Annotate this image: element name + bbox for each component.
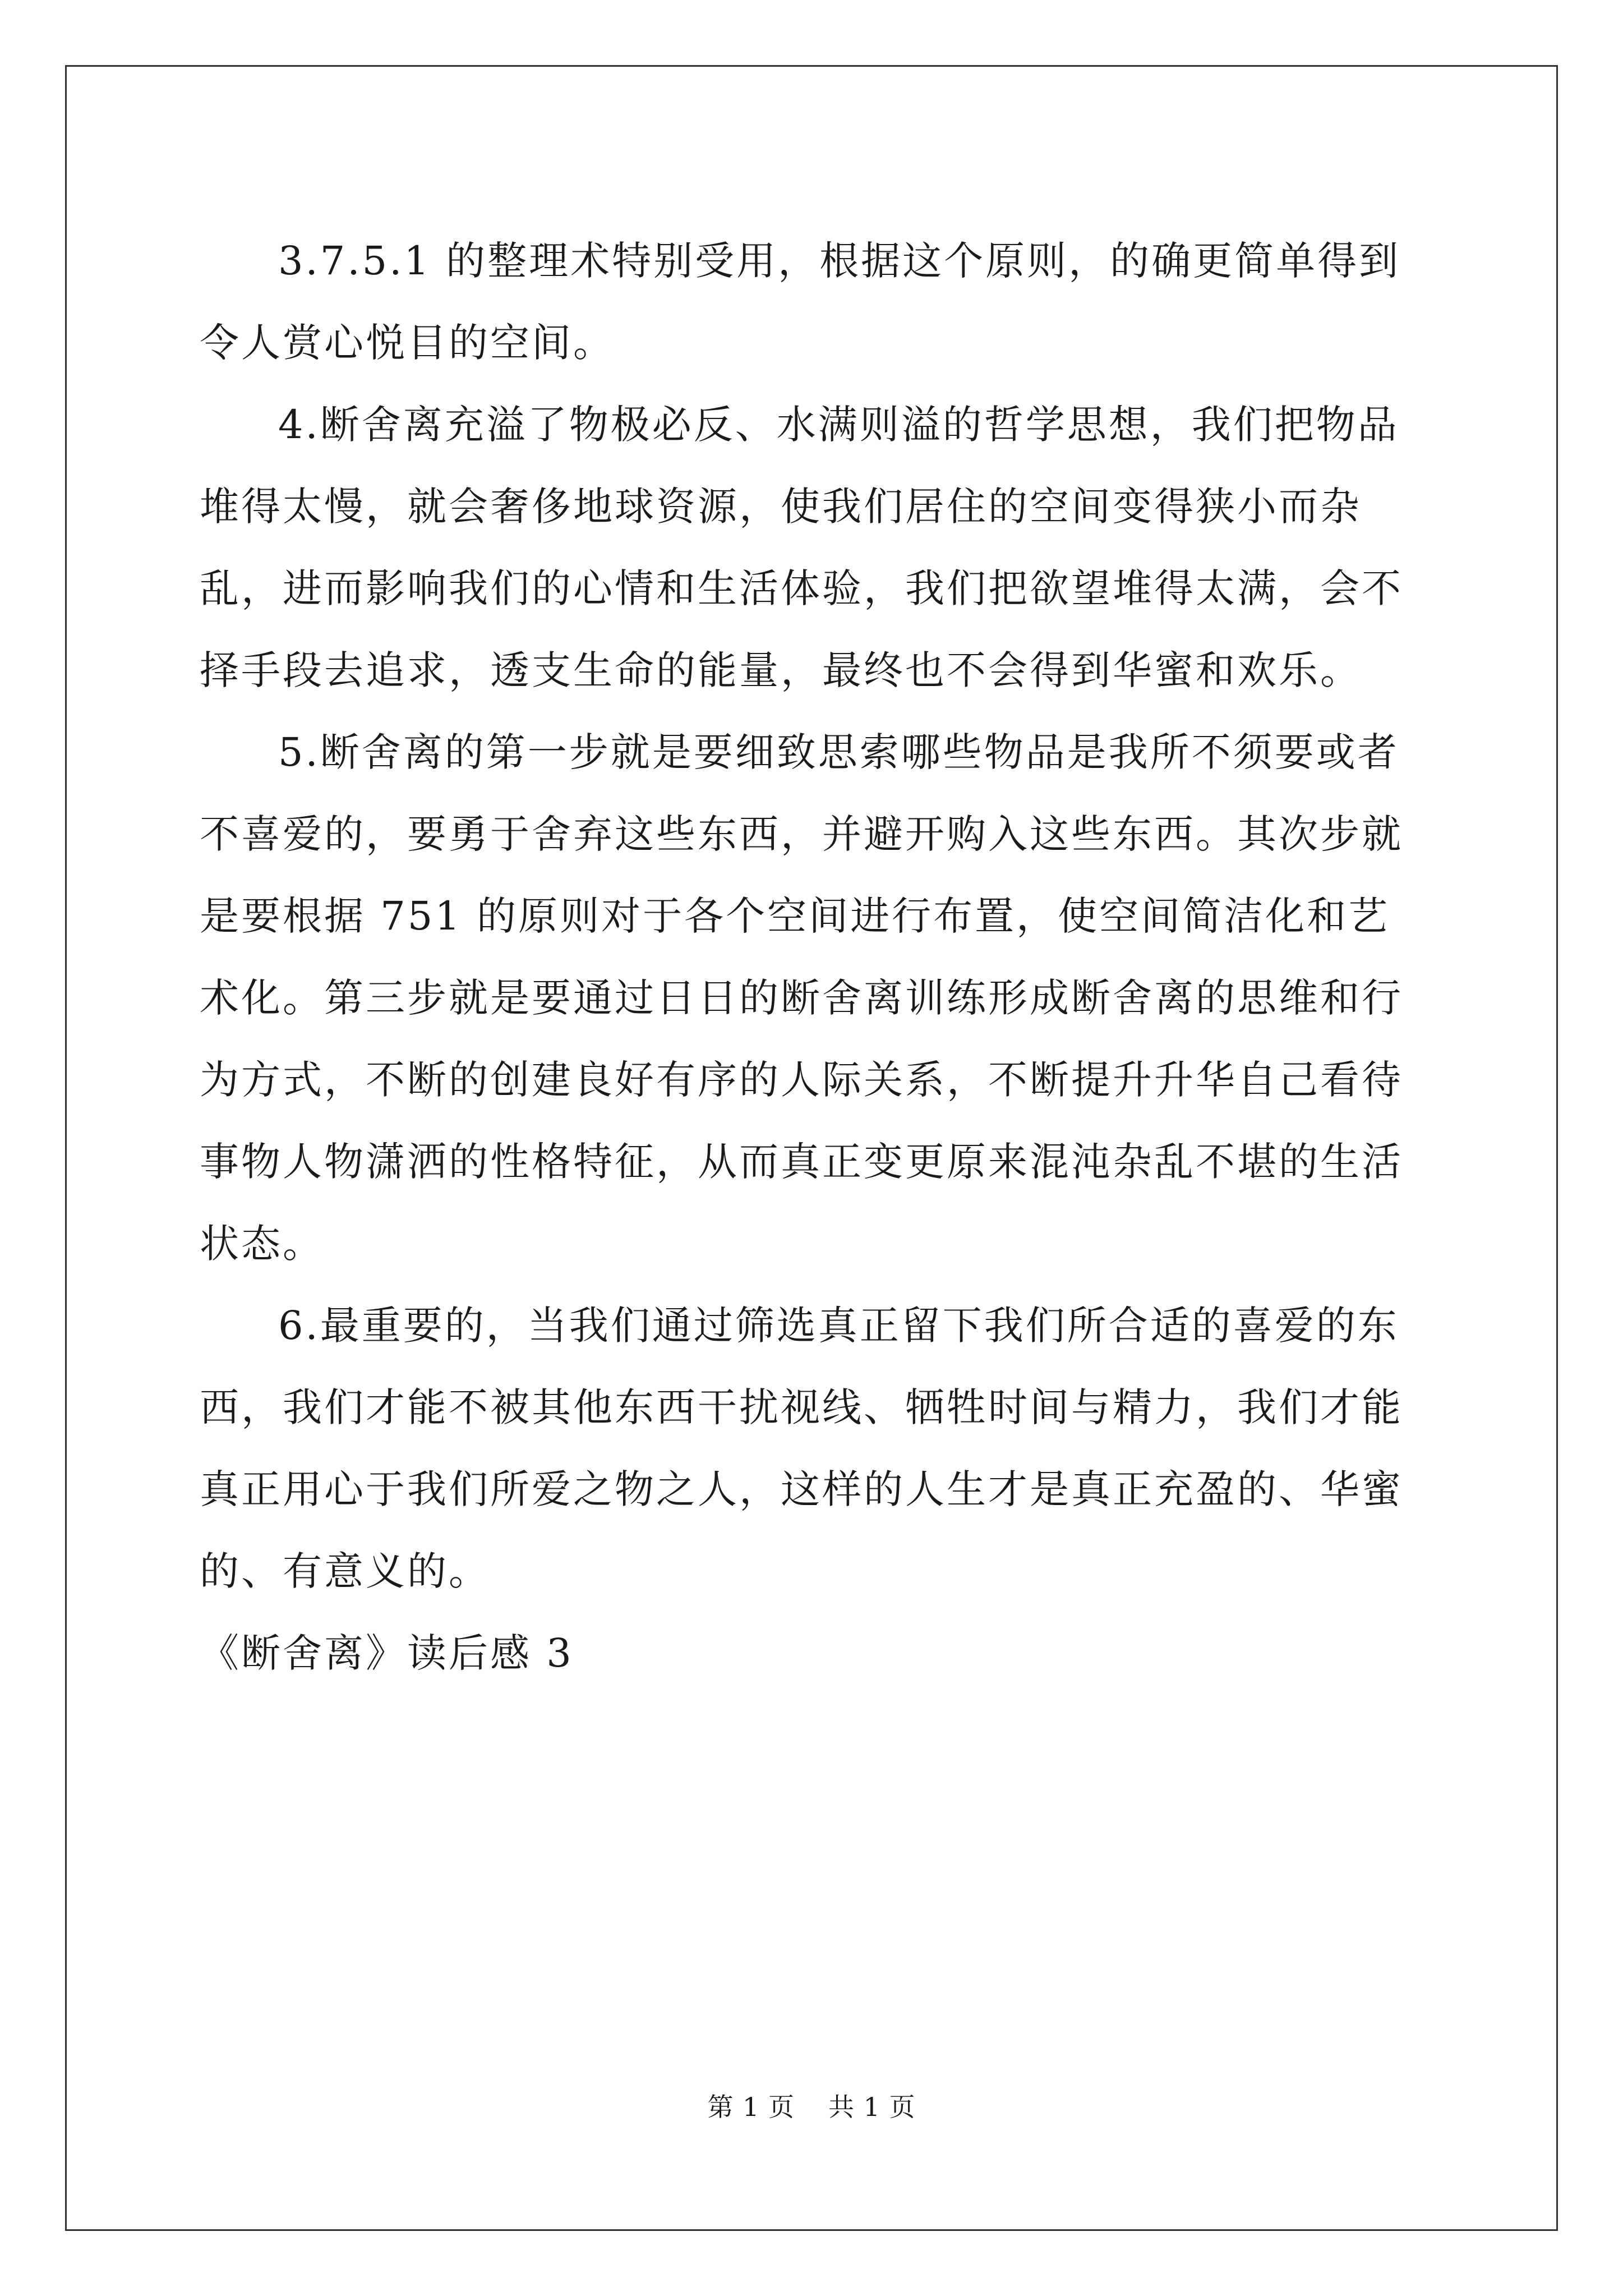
paragraph-1: 3.7.5.1 的整理术特别受用，根据这个原则，的确更简单得到令人赏心悦目的空间。	[200, 238, 1401, 366]
document-body	[200, 220, 1422, 1694]
page-number-total: 共 1 页	[828, 2092, 916, 2122]
page-footer	[0, 2087, 1623, 2124]
paragraph-4: 6.最重要的，当我们通过筛选真正留下我们所合适的喜爱的东西，我们才能不被其他东西干扰视线、牺牲时间与精力，我们才能真正用心于我们所爱之物之人，这样的人生才是真正充盈的、华蜜的、有意义的。	[200, 1303, 1403, 1594]
paragraph-2: 4.断舍离充溢了物极必反、水满则溢的哲学思想，我们把物品堆得太慢，就会奢侈地球资源，使我们居住的空间变得狭小而杂乱，进而影响我们的心情和生活体验，我们把欲望堆得太满，会不择手段去追求，透支生命的能量，最终也不会得到华蜜和欢乐。	[200, 402, 1403, 693]
page-number-current: 第 1 页	[707, 2092, 795, 2122]
paragraph-3: 5.断舍离的第一步就是要细致思索哪些物品是我所不须要或者不喜爱的，要勇于舍弃这些东西，并避开购入这些东西。其次步就是要根据 751 的原则对于各个空间进行布置，使空间简洁化和艺术化。第三步就是要通过日日的断舍离训练形成断舍离的思维和行为方式，不断的创建良好有序的人际关系，不断提升升华自己看待事物人物潇洒的性格特征，从而真正变更原来混沌杂乱不堪的生活状态。	[200, 729, 1403, 1267]
section-heading: 《断舍离》读后感 3	[200, 1630, 574, 1676]
